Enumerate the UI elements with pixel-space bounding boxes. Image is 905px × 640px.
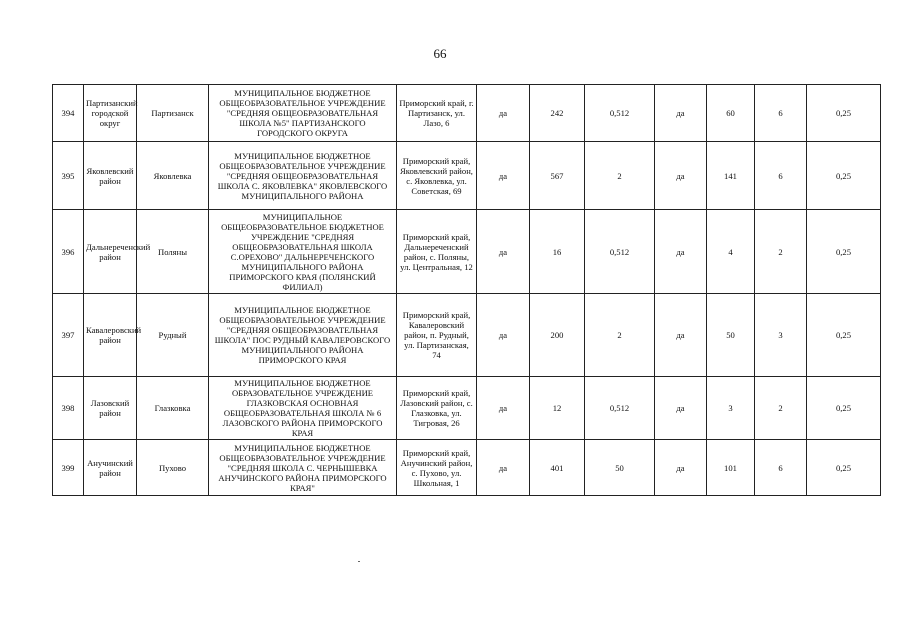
table-row — [53, 294, 881, 377]
flag-cell: да — [655, 440, 707, 496]
speed-cell: 50 — [585, 440, 655, 496]
flag-cell: да — [655, 294, 707, 377]
flag-cell: да — [477, 440, 530, 496]
school-name-cell: МУНИЦИПАЛЬНОЕ БЮДЖЕТНОЕ ОБЩЕОБРАЗОВАТЕЛЬНОЕ УЧРЕЖДЕНИЕ "СРЕДНЯЯ ОБЩЕОБРАЗОВАТЕЛЬНАЯ ШКОЛА" ПОС РУДНЫЙ КАВАЛЕРОВСКОГО МУНИЦИПАЛЬНОГО РАЙОНА ПРИМОРСКОГО КРАЯ — [209, 294, 397, 377]
value-cell: 4 — [707, 210, 755, 294]
district-cell: Яковлевский район — [84, 142, 137, 210]
table-row — [53, 377, 881, 440]
value-cell: 2 — [755, 377, 807, 440]
value-cell: 16 — [530, 210, 585, 294]
flag-cell: да — [477, 85, 530, 142]
value-cell: 0,25 — [807, 440, 881, 496]
table-row — [53, 85, 881, 142]
schools-table — [52, 84, 881, 496]
value-cell: 0,25 — [807, 377, 881, 440]
value-cell: 6 — [755, 142, 807, 210]
value-cell: 50 — [707, 294, 755, 377]
value-cell: 200 — [530, 294, 585, 377]
value-cell: 60 — [707, 85, 755, 142]
value-cell: 242 — [530, 85, 585, 142]
value-cell: 0,25 — [807, 294, 881, 377]
row-number: 399 — [53, 440, 84, 496]
value-cell: 567 — [530, 142, 585, 210]
settlement-cell: Рудный — [137, 294, 209, 377]
address-cell: Приморский край, Анучинский район, с. Пухово, ул. Школьная, 1 — [397, 440, 477, 496]
value-cell: 401 — [530, 440, 585, 496]
district-cell: Анучинский район — [84, 440, 137, 496]
address-cell: Приморский край, Дальнереченский район, с. Поляны, ул. Центральная, 12 — [397, 210, 477, 294]
address-cell: Приморский край, Яковлевский район, с. Яковлевка, ул. Советская, 69 — [397, 142, 477, 210]
value-cell: 12 — [530, 377, 585, 440]
address-cell: Приморский край, г. Партизанск, ул. Лазо, 6 — [397, 85, 477, 142]
district-cell: Лазовский район — [84, 377, 137, 440]
flag-cell: да — [477, 142, 530, 210]
address-cell: Приморский край, Кавалеровский район, п. Рудный, ул. Партизанская, 74 — [397, 294, 477, 377]
speed-cell: 0,512 — [585, 85, 655, 142]
page-number: 66 — [433, 46, 447, 61]
flag-cell: да — [477, 294, 530, 377]
speed-cell: 2 — [585, 142, 655, 210]
settlement-cell: Яковлевка — [137, 142, 209, 210]
value-cell: 3 — [755, 294, 807, 377]
table-row — [53, 210, 881, 294]
value-cell: 141 — [707, 142, 755, 210]
value-cell: 6 — [755, 85, 807, 142]
value-cell: 0,25 — [807, 210, 881, 294]
row-number: 394 — [53, 85, 84, 142]
scan-speck — [358, 561, 360, 562]
school-name-cell: МУНИЦИПАЛЬНОЕ БЮДЖЕТНОЕ ОБЩЕОБРАЗОВАТЕЛЬНОЕ УЧРЕЖДЕНИЕ "СРЕДНЯЯ ШКОЛА С. ЧЕРНЫШЕВКА АНУЧИНСКОГО РАЙОНА ПРИМОРСКОГО КРАЯ" — [209, 440, 397, 496]
speed-cell: 0,512 — [585, 210, 655, 294]
district-cell: Кавалеровский район — [84, 294, 137, 377]
flag-cell: да — [477, 377, 530, 440]
row-number: 396 — [53, 210, 84, 294]
flag-cell: да — [655, 142, 707, 210]
flag-cell: да — [655, 377, 707, 440]
table-row — [53, 440, 881, 496]
speed-cell: 0,512 — [585, 377, 655, 440]
flag-cell: да — [655, 85, 707, 142]
district-cell: Дальнереченский район — [84, 210, 137, 294]
speed-cell: 2 — [585, 294, 655, 377]
settlement-cell: Глазковка — [137, 377, 209, 440]
flag-cell: да — [655, 210, 707, 294]
school-name-cell: МУНИЦИПАЛЬНОЕ БЮДЖЕТНОЕ ОБЩЕОБРАЗОВАТЕЛЬНОЕ УЧРЕЖДЕНИЕ "СРЕДНЯЯ ОБЩЕОБРАЗОВАТЕЛЬНАЯ ШКОЛА №5" ПАРТИЗАНСКОГО ГОРОДСКОГО ОКРУГА — [209, 85, 397, 142]
row-number: 395 — [53, 142, 84, 210]
value-cell: 3 — [707, 377, 755, 440]
table-row — [53, 142, 881, 210]
value-cell: 0,25 — [807, 142, 881, 210]
flag-cell: да — [477, 210, 530, 294]
settlement-cell: Партизанск — [137, 85, 209, 142]
school-name-cell: МУНИЦИПАЛЬНОЕ БЮДЖЕТНОЕ ОБРАЗОВАТЕЛЬНОЕ УЧРЕЖДЕНИЕ ГЛАЗКОВСКАЯ ОСНОВНАЯ ОБЩЕОБРАЗОВАТЕЛЬНАЯ ШКОЛА № 6 ЛАЗОВСКОГО РАЙОНА ПРИМОРСКОГО КРАЯ — [209, 377, 397, 440]
row-number: 398 — [53, 377, 84, 440]
school-name-cell: МУНИЦИПАЛЬНОЕ БЮДЖЕТНОЕ ОБЩЕОБРАЗОВАТЕЛЬНОЕ УЧРЕЖДЕНИЕ "СРЕДНЯЯ ОБЩЕОБРАЗОВАТЕЛЬНАЯ ШКОЛА С. ЯКОВЛЕВКА" ЯКОВЛЕВСКОГО МУНИЦИПАЛЬНОГО РАЙОНА — [209, 142, 397, 210]
address-cell: Приморский край, Лазовский район, с. Глазковка, ул. Тигровая, 26 — [397, 377, 477, 440]
row-number: 397 — [53, 294, 84, 377]
value-cell: 2 — [755, 210, 807, 294]
settlement-cell: Пухово — [137, 440, 209, 496]
value-cell: 101 — [707, 440, 755, 496]
school-name-cell: МУНИЦИПАЛЬНОЕ ОБЩЕОБРАЗОВАТЕЛЬНОЕ БЮДЖЕТНОЕ УЧРЕЖДЕНИЕ "СРЕДНЯЯ ОБЩЕОБРАЗОВАТЕЛЬНАЯ ШКОЛА С.ОРЕХОВО" ДАЛЬНЕРЕЧЕНСКОГО МУНИЦИПАЛЬНОГО РАЙОНА ПРИМОРСКОГО КРАЯ (ПОЛЯНСКИЙ ФИЛИАЛ) — [209, 210, 397, 294]
value-cell: 0,25 — [807, 85, 881, 142]
settlement-cell: Поляны — [137, 210, 209, 294]
district-cell: Партизанский городской округ — [84, 85, 137, 142]
value-cell: 6 — [755, 440, 807, 496]
